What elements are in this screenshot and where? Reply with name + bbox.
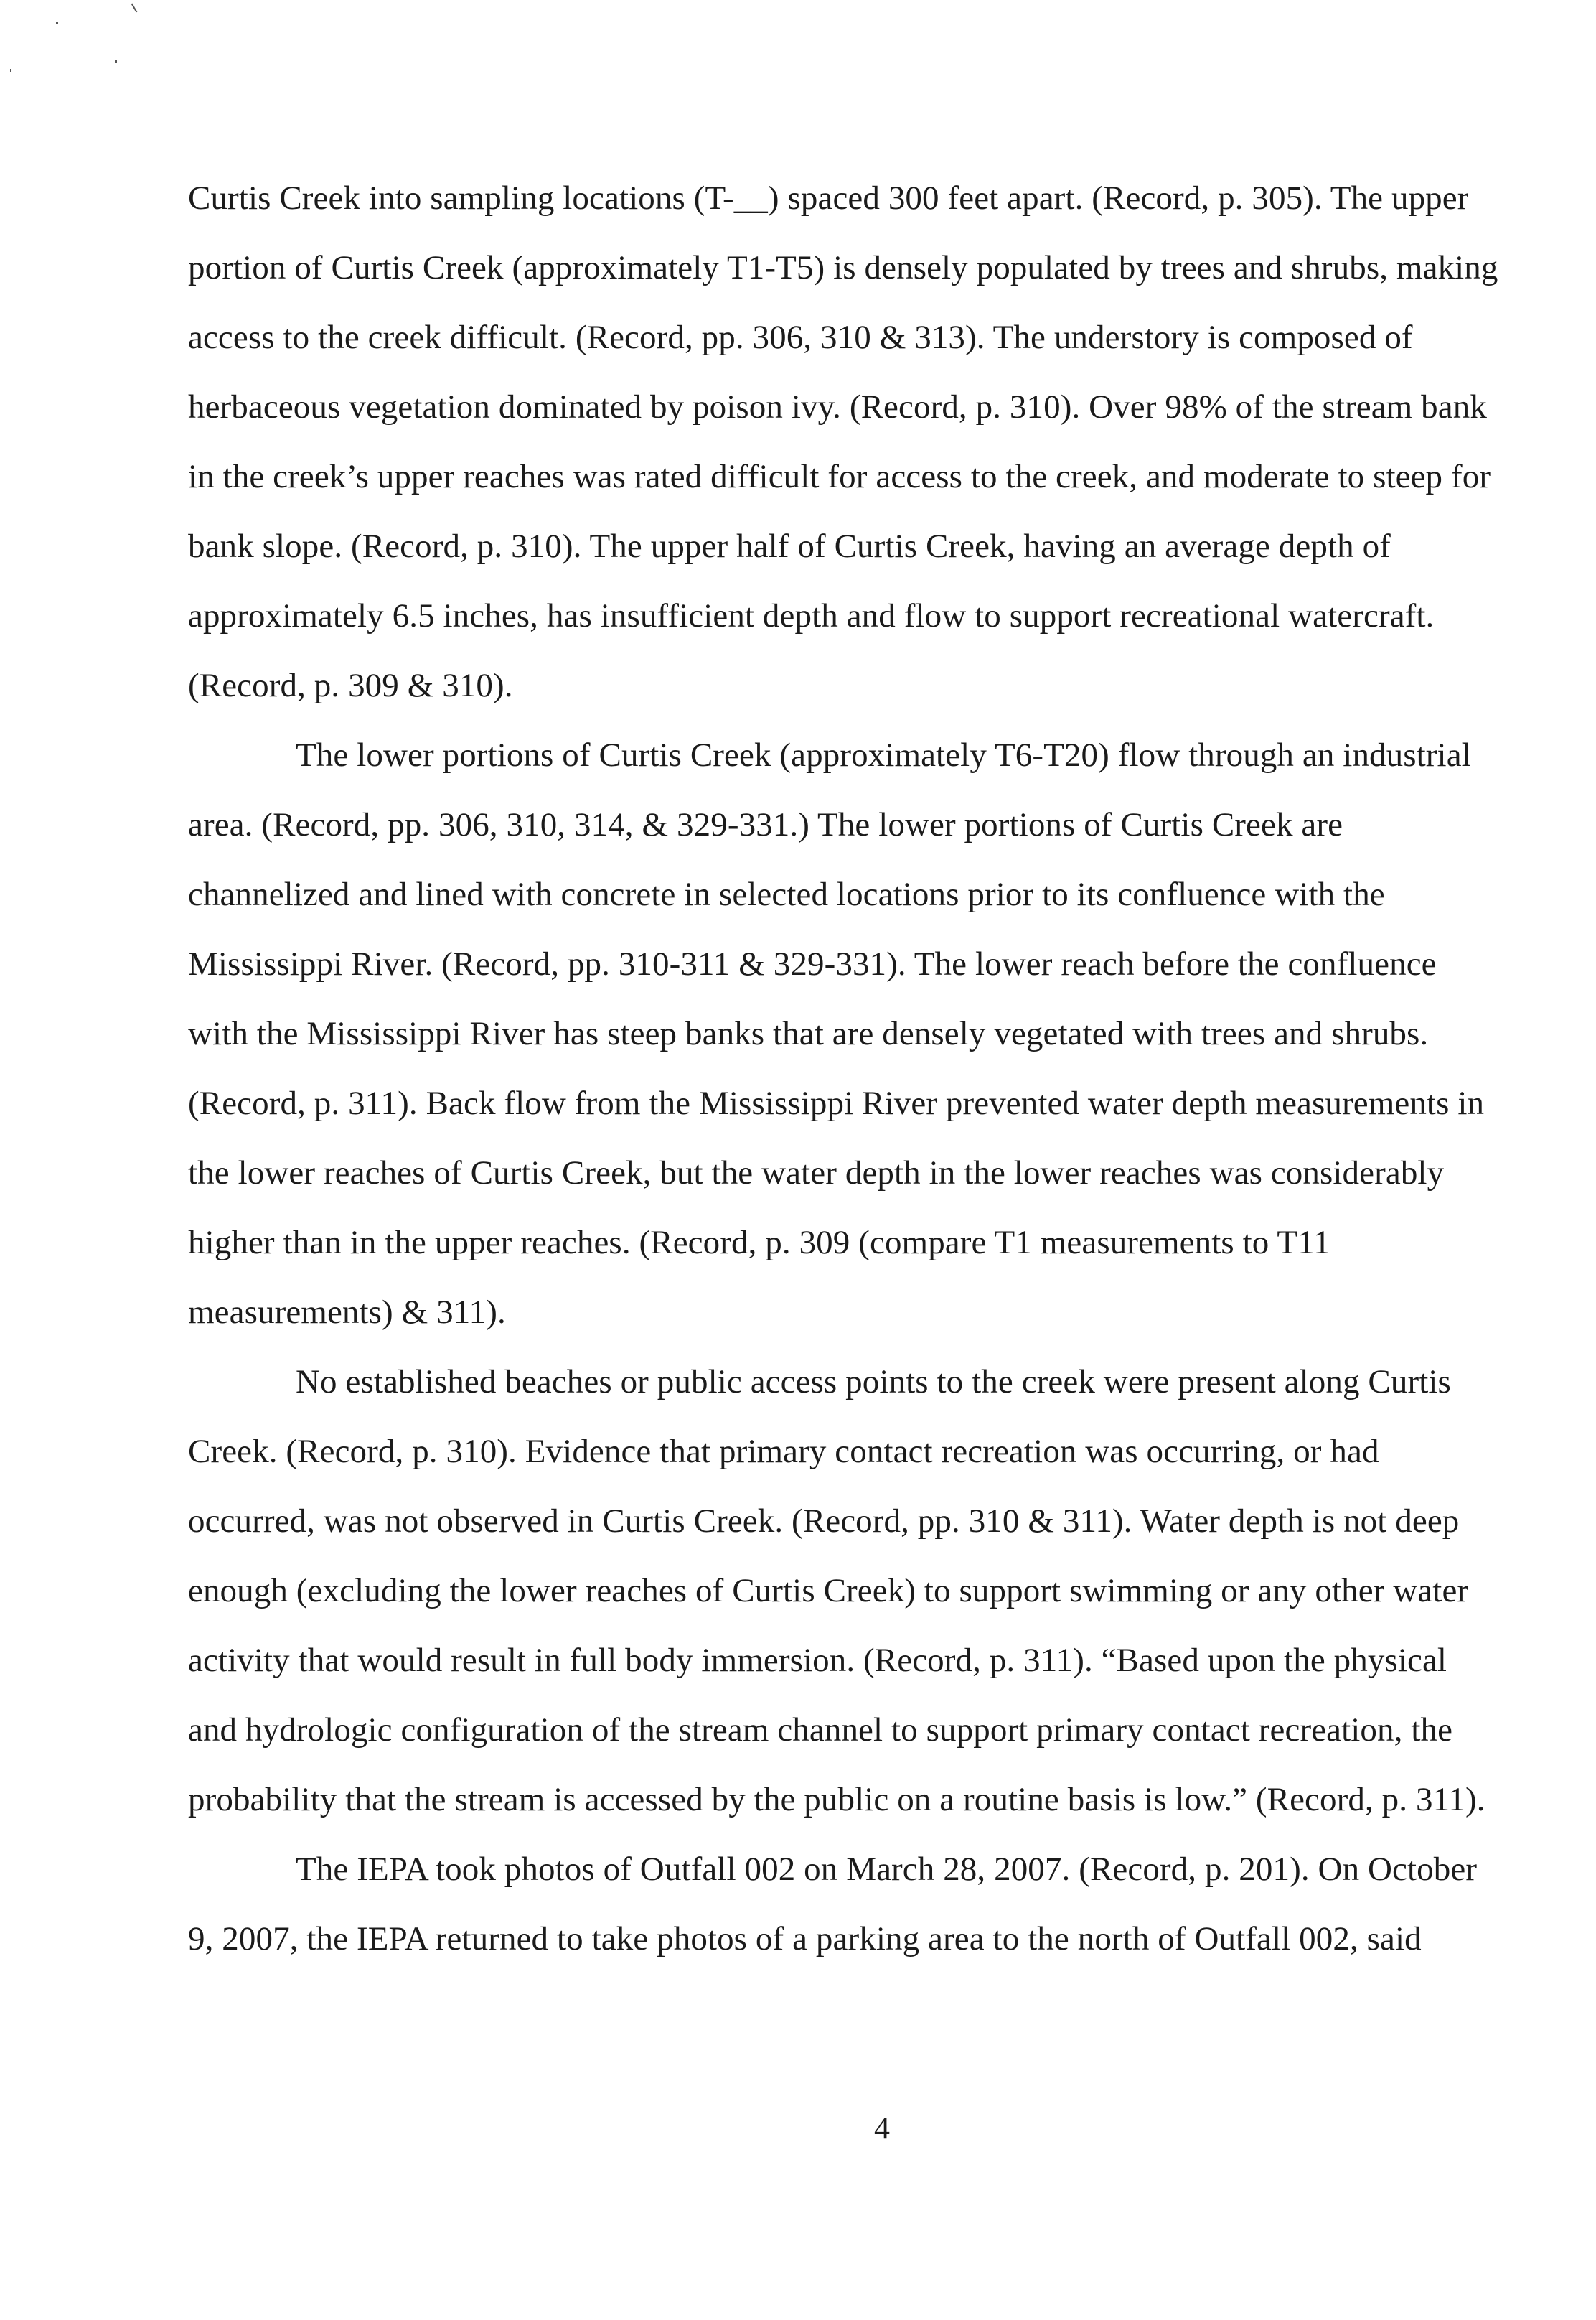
paragraph-start: The IEPA took photos of Outfall 002 on March 28, 2007. (Record, p. 201). On October <box>296 1851 1478 1888</box>
text-line: herbaceous vegetation dominated by poison ivy. (Record, p. 310). Over 98% of the stream bank <box>188 388 1487 426</box>
paragraph-start: The lower portions of Curtis Creek (approximately T6-T20) flow through an industrial <box>296 736 1471 774</box>
text-line: portion of Curtis Creek (approximately T1-T5) is densely populated by trees and shrubs, making <box>188 249 1498 286</box>
text-line: (Record, p. 309 & 310). <box>188 667 513 704</box>
text-line: Curtis Creek into sampling locations (T-__) spaced 300 feet apart. (Record, p. 305). The upper <box>188 179 1469 217</box>
scan-speck <box>115 60 117 63</box>
text-line: in the creek’s upper reaches was rated difficult for access to the creek, and moderate to steep for <box>188 458 1491 495</box>
text-line: and hydrologic configuration of the stream channel to support primary contact recreation, the <box>188 1711 1453 1749</box>
page-number: 4 <box>874 2110 890 2146</box>
paragraph-start: No established beaches or public access points to the creek were present along Curtis <box>296 1363 1451 1400</box>
scan-speck <box>131 3 138 12</box>
text-line: higher than in the upper reaches. (Record, p. 309 (compare T1 measurements to T11 <box>188 1224 1330 1261</box>
text-line: 9, 2007, the IEPA returned to take photos of a parking area to the north of Outfall 002, said <box>188 1920 1422 1958</box>
text-line: enough (excluding the lower reaches of Curtis Creek) to support swimming or any other water <box>188 1572 1469 1609</box>
text-line: (Record, p. 311). Back flow from the Mississippi River prevented water depth measurements in <box>188 1085 1485 1122</box>
text-line: channelized and lined with concrete in selected locations prior to its confluence with the <box>188 876 1385 913</box>
text-line: access to the creek difficult. (Record, pp. 306, 310 & 313). The understory is composed of <box>188 319 1413 356</box>
text-line: the lower reaches of Curtis Creek, but the water depth in the lower reaches was considerably <box>188 1154 1445 1192</box>
text-line: occurred, was not observed in Curtis Creek. (Record, pp. 310 & 311). Water depth is not deep <box>188 1502 1460 1540</box>
text-line: Creek. (Record, p. 310). Evidence that primary contact recreation was occurring, or had <box>188 1433 1379 1470</box>
scan-speck <box>56 22 58 24</box>
text-line: activity that would result in full body immersion. (Record, p. 311). “Based upon the physical <box>188 1642 1447 1679</box>
text-line: Mississippi River. (Record, pp. 310-311 & 329-331). The lower reach before the confluence <box>188 945 1437 983</box>
text-line: area. (Record, pp. 306, 310, 314, & 329-331.) The lower portions of Curtis Creek are <box>188 806 1343 843</box>
text-line: approximately 6.5 inches, has insufficient depth and flow to support recreational watercraft. <box>188 597 1435 635</box>
text-line: bank slope. (Record, p. 310). The upper half of Curtis Creek, having an average depth of <box>188 528 1391 565</box>
scan-speck <box>10 69 11 72</box>
text-line: measurements) & 311). <box>188 1294 506 1331</box>
text-line: with the Mississippi River has steep banks that are densely vegetated with trees and shrubs. <box>188 1015 1429 1052</box>
text-line: probability that the stream is accessed by the public on a routine basis is low.” (Record, p. 311). <box>188 1781 1485 1818</box>
